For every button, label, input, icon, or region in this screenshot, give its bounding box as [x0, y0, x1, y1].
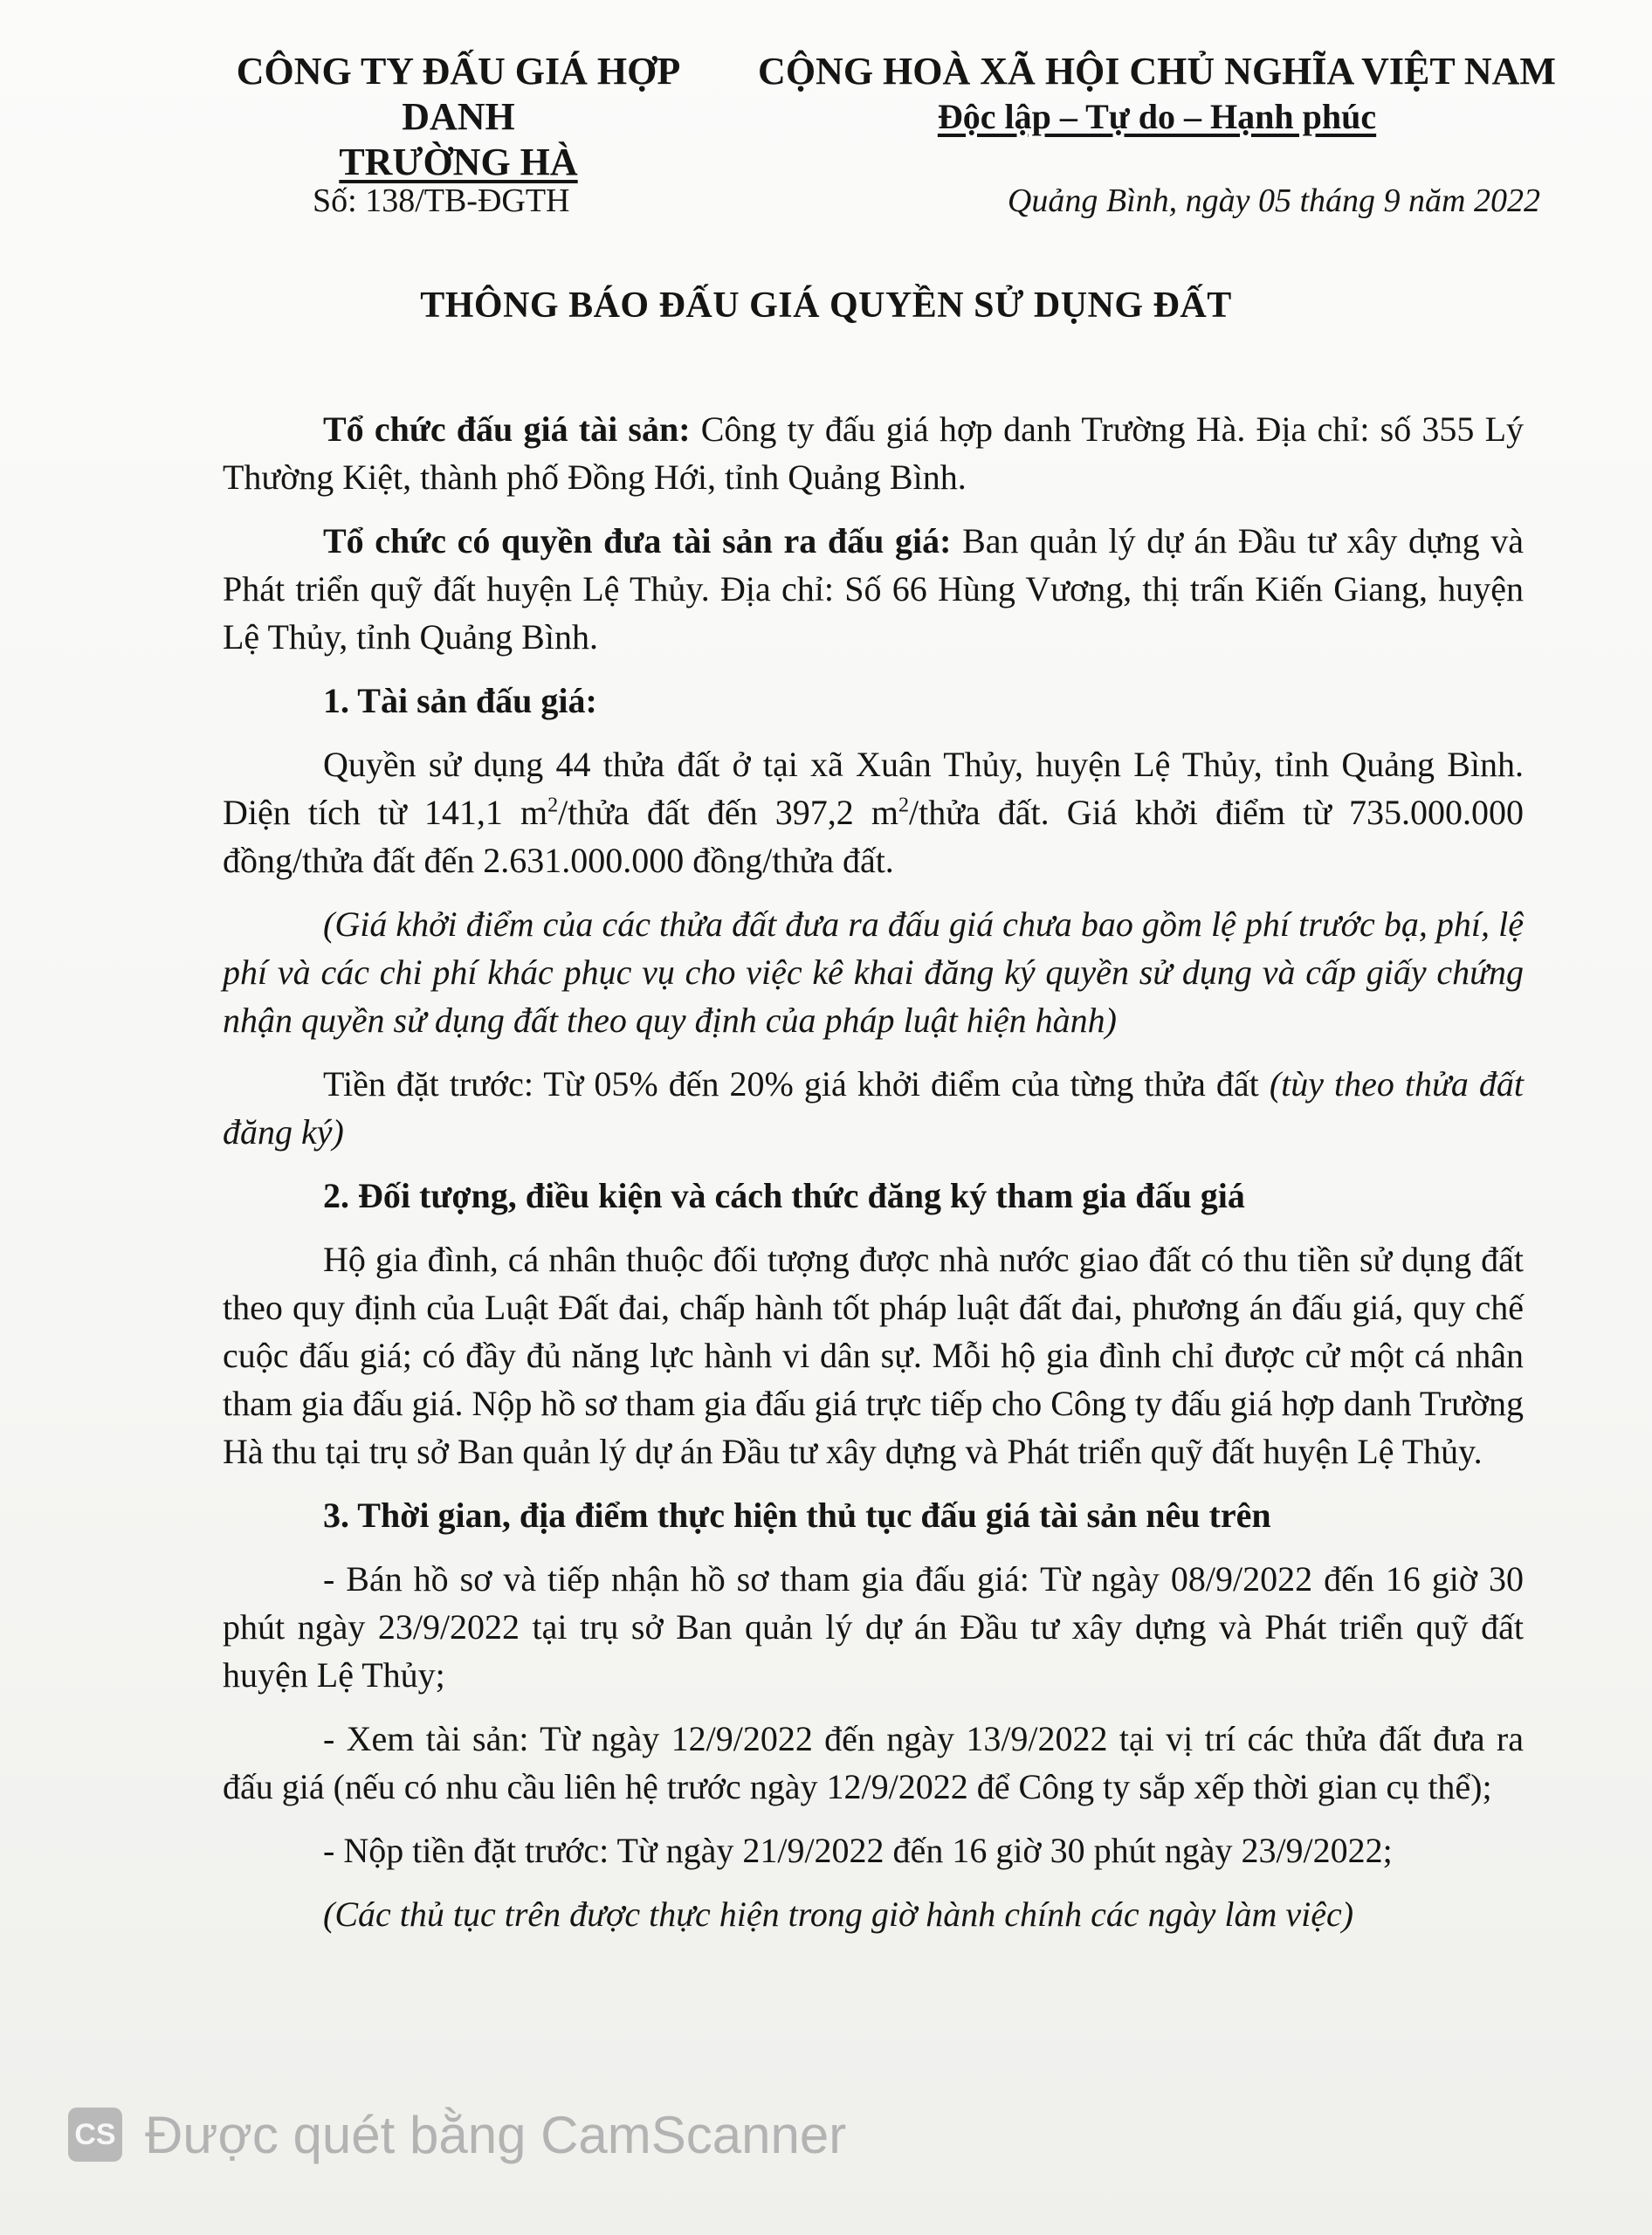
section-1-heading: 1. Tài sản đấu giá:: [323, 681, 597, 720]
camscanner-logo-icon: CS: [68, 2108, 122, 2162]
document-number: Số: 138/TB-ĐGTH: [313, 182, 570, 219]
owner-paragraph: [223, 517, 1524, 661]
owner-label: Tổ chức có quyền đưa tài sản ra đấu giá:: [323, 521, 952, 560]
camscanner-watermark: [68, 2100, 846, 2170]
issuer-name-line2: TRƯỜNG HÀ: [339, 141, 578, 183]
organizer-text: Công ty đấu giá hợp danh Trường Hà. Địa chỉ: số 355 Lý Thường Kiệt, thành phố Đồng Hới, tỉnh Quảng Bình.: [223, 409, 1525, 497]
asset-text-b: /thửa đất đến 397,2 m: [558, 793, 898, 832]
document-body: [223, 405, 1524, 1954]
owner-text: Ban quản lý dự án Đầu tư xây dựng và Phát triển quỹ đất huyện Lệ Thủy. Địa chỉ: Số 66 Hùng Vương, thị trấn Kiến Giang, huyện Lệ Thủy, tỉnh Quảng Bình.: [223, 521, 1525, 657]
schedule-note: (Các thủ tục trên được thực hiện trong giờ hành chính các ngày làm việc): [323, 1895, 1354, 1934]
national-title: CỘNG HOÀ XÃ HỘI CHỦ NGHĨA VIỆT NAM: [758, 50, 1556, 93]
asset-text-c: /thửa đất. Giá khởi điểm từ 735.000.000 đồng/thửa đất đến 2.631.000.000 đồng/thửa đất.: [223, 793, 1524, 880]
asset-paragraph: [223, 740, 1524, 884]
organizer-label: Tổ chức đấu giá tài sản:: [323, 409, 691, 449]
issuer-name: CÔNG TY ĐẤU GIÁ HỢP DANH: [236, 50, 681, 138]
schedule-item-3: - Nộp tiền đặt trước: Từ ngày 21/9/2022 đến 16 giờ 30 phút ngày 23/9/2022;: [323, 1831, 1393, 1870]
schedule-item-1: - Bán hồ sơ và tiếp nhận hồ sơ tham gia đấu giá: Từ ngày 08/9/2022 đến 16 giờ 30 phút ngày 23/9/2022 tại trụ sở Ban quản lý dự án Đầu tư xây dựng và Phát triển quỹ đất huyện Lệ Thủy;: [223, 1559, 1524, 1695]
national-motto: Độc lập – Tự do – Hạnh phúc: [937, 97, 1377, 136]
superscript-1: 2: [547, 794, 559, 817]
section-3-heading: 3. Thời gian, địa điểm thực hiện thủ tục đấu giá tài sản nêu trên: [323, 1496, 1271, 1535]
place-date: Quảng Bình, ngày 05 tháng 9 năm 2022: [1007, 182, 1540, 219]
deposit-text: Tiền đặt trước: Từ 05% đến 20% giá khởi điểm của từng thửa đất: [323, 1064, 1270, 1104]
schedule-item-2: - Xem tài sản: Từ ngày 12/9/2022 đến ngày 13/9/2022 tại vị trí các thửa đất đưa ra đấu giá (nếu có nhu cầu liên hệ trước ngày 12/9/2022 để Công ty sắp xếp thời gian cụ thể);: [223, 1719, 1524, 1806]
deposit-paragraph: [223, 1060, 1524, 1156]
national-title-block: [751, 49, 1563, 140]
eligibility-paragraph: Hộ gia đình, cá nhân thuộc đối tượng được nhà nước giao đất có thu tiền sử dụng đất theo quy định của Luật Đất đai, chấp hành tốt pháp luật đất đai, phương án đấu giá, quy chế cuộc đấu giá; có đầy đủ năng lực hành vi dân sự. Mỗi hộ gia đình chỉ được cử một cá nhân tham gia đấu giá. Nộp hồ sơ tham gia đấu giá trực tiếp cho Công ty đấu giá hợp danh Trường Hà thu tại trụ sở Ban quản lý dự án Đầu tư xây dựng và Phát triển quỹ đất huyện Lệ Thủy.: [223, 1240, 1524, 1471]
asset-note: (Giá khởi điểm của các thửa đất đưa ra đấu giá chưa bao gồm lệ phí trước bạ, phí, lệ phí và các chi phí khác phục vụ cho việc kê khai đăng ký quyền sử dụng và cấp giấy chứng nhận quyền sử dụng đất theo quy định của pháp luật hiện hành): [223, 904, 1524, 1040]
superscript-2: 2: [898, 794, 909, 817]
document-header: [0, 49, 1652, 183]
document-meta: [0, 182, 1652, 230]
deposit-note: (tùy theo thửa đất đăng ký): [223, 1064, 1524, 1152]
watermark-text: Được quét bằng CamScanner: [145, 2105, 847, 2164]
issuer-block: [179, 49, 738, 185]
document-title: THÔNG BÁO ĐẤU GIÁ QUYỀN SỬ DỤNG ĐẤT: [420, 285, 1232, 326]
organizer-paragraph: [223, 405, 1524, 501]
asset-text-a: Quyền sử dụng 44 thửa đất ở tại xã Xuân Thủy, huyện Lệ Thủy, tỉnh Quảng Bình. Diện tích từ 141,1 m: [223, 745, 1524, 832]
section-2-heading: 2. Đối tượng, điều kiện và cách thức đăng ký tham gia đấu giá: [323, 1176, 1245, 1215]
